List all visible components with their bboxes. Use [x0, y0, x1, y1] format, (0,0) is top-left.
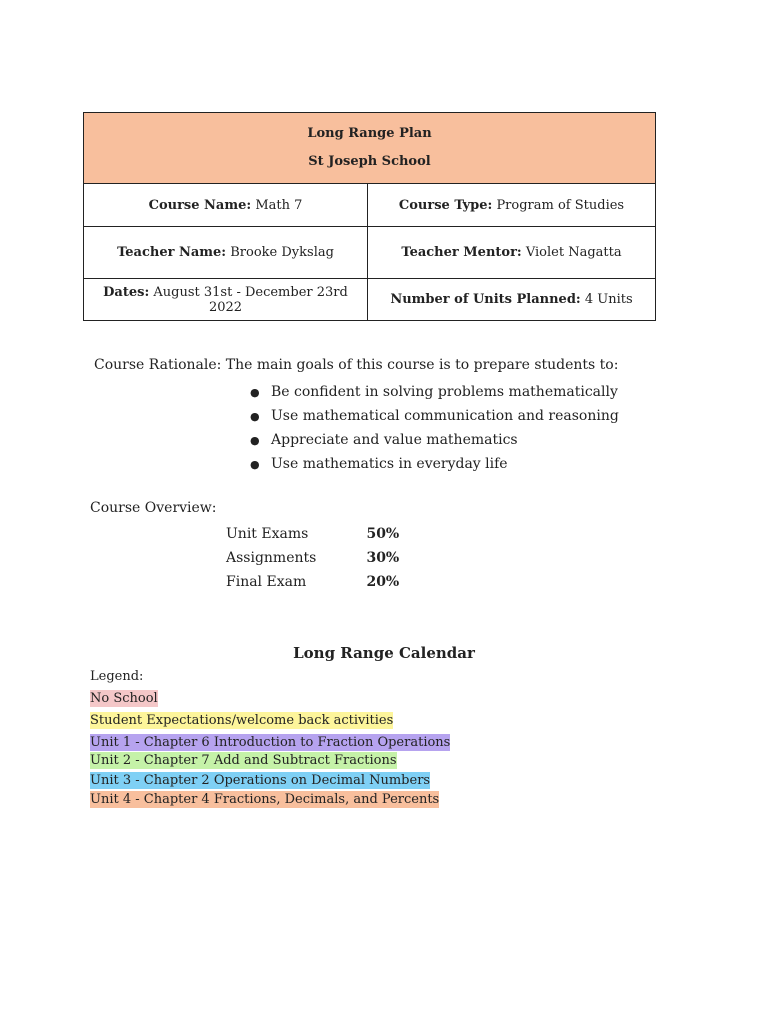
- grade-weights: [226, 522, 399, 594]
- teacher-mentor-value: Violet Nagatta: [525, 245, 622, 260]
- teacher-mentor-label: Teacher Mentor:: [401, 245, 522, 260]
- teacher-name-cell: [84, 227, 368, 279]
- legend-unit-4: Unit 4 - Chapter 4 Fractions, Decimals, and Percents: [90, 792, 440, 807]
- course-name-cell: [84, 184, 368, 227]
- grade-weight: 50%: [366, 526, 400, 542]
- bullet-icon: ●: [250, 410, 260, 423]
- grade-name: Unit Exams: [226, 526, 309, 542]
- legend-expectations: Student Expectations/welcome back activities: [90, 713, 394, 728]
- course-name-value: Math 7: [255, 197, 303, 213]
- course-type-value: Program of Studies: [496, 197, 625, 213]
- legend-unit-1: Unit 1 - Chapter 6 Introduction to Fraction Operations: [90, 735, 451, 750]
- plan-header-table: [83, 112, 656, 321]
- dates-value: August 31st - December 23rd 2022: [153, 284, 348, 315]
- dates-label: Dates:: [103, 284, 150, 300]
- bullet-icon: ●: [250, 434, 260, 447]
- calendar-title: Long Range Calendar: [293, 644, 475, 662]
- teacher-name-value: Brooke Dykslag: [230, 245, 334, 260]
- plan-title-cell: [84, 113, 656, 184]
- goal-item: ● Be confident in solving problems mathematically: [250, 380, 619, 404]
- legend-no-school: No School: [90, 691, 158, 706]
- goal-item: ● Use mathematics in everyday life: [250, 452, 619, 476]
- legend-label: Legend:: [90, 669, 144, 684]
- units-planned-cell: [368, 279, 656, 321]
- legend-unit-3: Unit 3 - Chapter 2 Operations on Decimal Numbers: [90, 773, 431, 788]
- course-rationale: Course Rationale: The main goals of this course is to prepare students to:: [94, 357, 619, 373]
- goal-item: ● Use mathematical communication and reasoning: [250, 404, 619, 428]
- units-planned-label: Number of Units Planned:: [390, 292, 581, 307]
- course-type-label: Course Type:: [398, 197, 493, 213]
- grade-name: Assignments: [226, 550, 317, 566]
- plan-title: Long Range Plan: [307, 126, 432, 141]
- course-type-cell: [368, 184, 656, 227]
- goal-item: ● Appreciate and value mathematics: [250, 428, 619, 452]
- teacher-mentor-cell: [368, 227, 656, 279]
- grade-weight: 20%: [366, 574, 400, 590]
- grade-name: Final Exam: [226, 574, 307, 590]
- grade-row: [226, 570, 399, 594]
- school-name: St Joseph School: [308, 154, 431, 169]
- course-name-label: Course Name:: [148, 197, 252, 213]
- legend-unit-2: Unit 2 - Chapter 7 Add and Subtract Fractions: [90, 753, 397, 768]
- grade-row: [226, 546, 399, 570]
- dates-cell: [84, 279, 368, 321]
- teacher-name-label: Teacher Name:: [117, 245, 227, 260]
- grade-weight: 30%: [366, 550, 400, 566]
- bullet-icon: ●: [250, 386, 260, 399]
- rationale-goals-list: [250, 380, 619, 476]
- grade-row: [226, 522, 399, 546]
- units-planned-value: 4 Units: [584, 292, 633, 307]
- bullet-icon: ●: [250, 458, 260, 471]
- course-overview-label: Course Overview:: [90, 500, 217, 516]
